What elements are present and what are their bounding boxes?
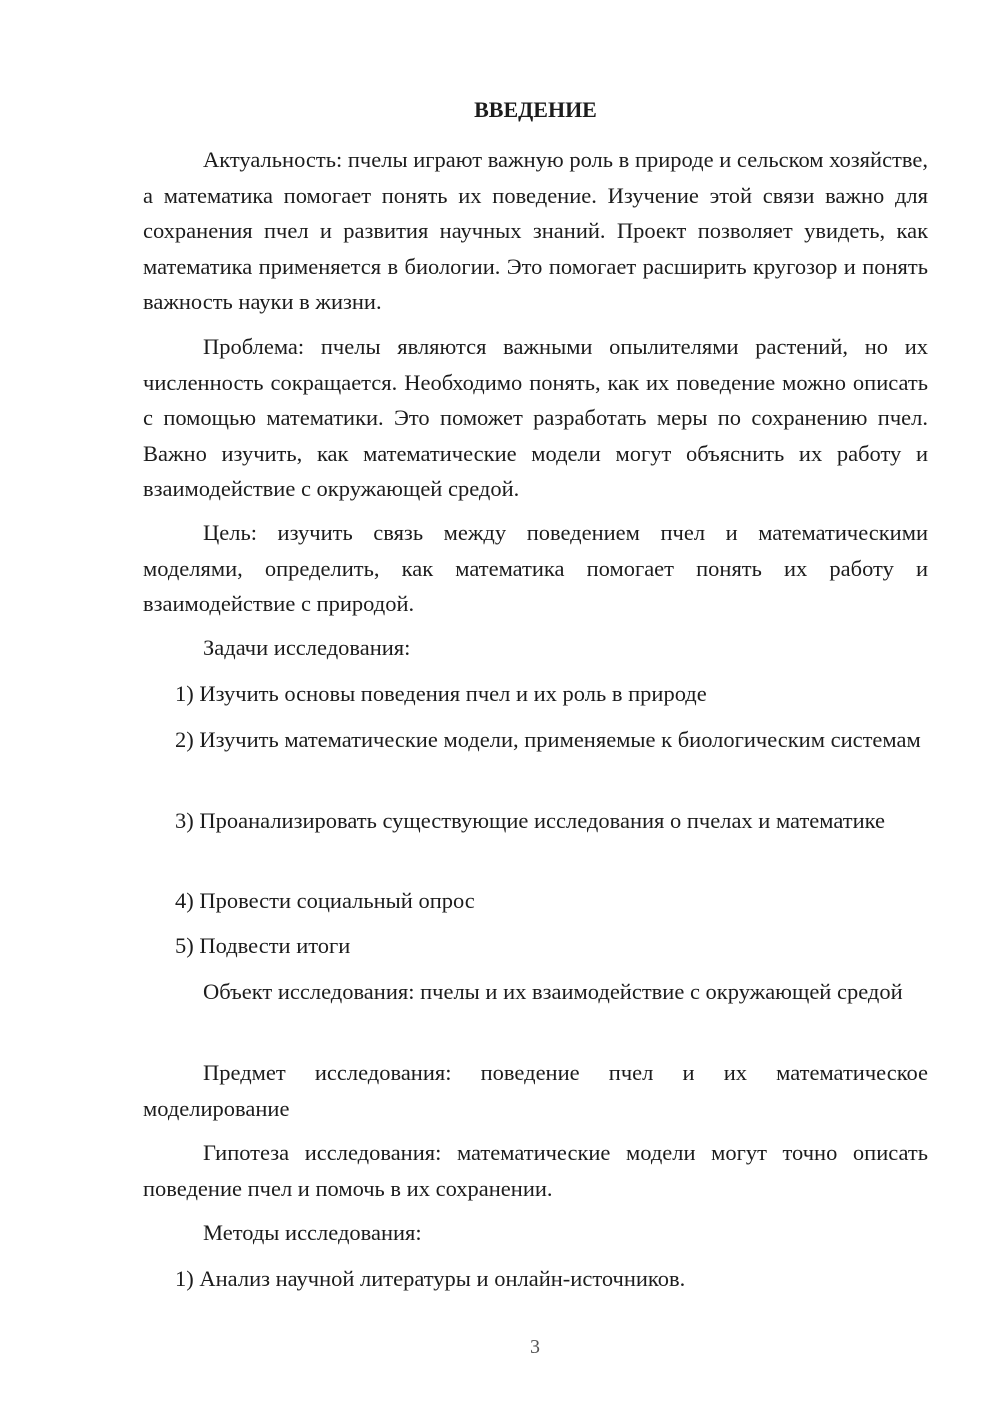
page-number: 3 bbox=[530, 1336, 540, 1358]
paragraph-tasks-heading: Задачи исследования: bbox=[203, 635, 411, 660]
paragraph-subject: Предмет исследования: поведение пчел и их математическое моделирование bbox=[143, 1060, 928, 1121]
paragraph-problem: Проблема: пчелы являются важными опылителями растений, но их численность сокращается. Необходимо понять, как их поведение можно описать с помощью математики. Это поможет разработать меры по сохранению пчел. Важно изучить, как математические модели могут объяснить их работу и взаимодействие с окружающей средой. bbox=[143, 334, 928, 501]
list-item-task-1: 1) Изучить основы поведения пчел и их роль в природе bbox=[175, 681, 707, 706]
paragraph-relevance: Актуальность: пчелы играют важную роль в природе и сельском хозяйстве, а математика помогает понять их поведение. Изучение этой связи важно для сохранения пчел и развития научных знаний. Проект позволяет увидеть, как математика применяется в биологии. Это помогает расширить кругозор и понять важность науки в жизни. bbox=[143, 147, 928, 314]
page-title: ВВЕДЕНИЕ bbox=[474, 97, 597, 122]
list-item-task-5: 5) Подвести итоги bbox=[175, 933, 351, 958]
paragraph-methods-heading: Методы исследования: bbox=[203, 1220, 422, 1245]
paragraph-object: Объект исследования: пчелы и их взаимодействие с окружающей средой bbox=[203, 979, 903, 1004]
list-item-method-1: 1) Анализ научной литературы и онлайн-источников. bbox=[175, 1266, 686, 1291]
paragraph-goal: Цель: изучить связь между поведением пчел и математическими моделями, определить, как математика помогает понять их работу и взаимодействие с природой. bbox=[143, 520, 928, 616]
paragraph-hypothesis: Гипотеза исследования: математические модели могут точно описать поведение пчел и помочь в их сохранении. bbox=[143, 1140, 928, 1201]
list-item-task-3: 3) Проанализировать существующие исследования о пчелах и математике bbox=[175, 808, 886, 833]
list-item-task-2: 2) Изучить математические модели, применяемые к биологическим системам bbox=[175, 727, 921, 752]
list-item-task-4: 4) Провести социальный опрос bbox=[175, 888, 475, 913]
